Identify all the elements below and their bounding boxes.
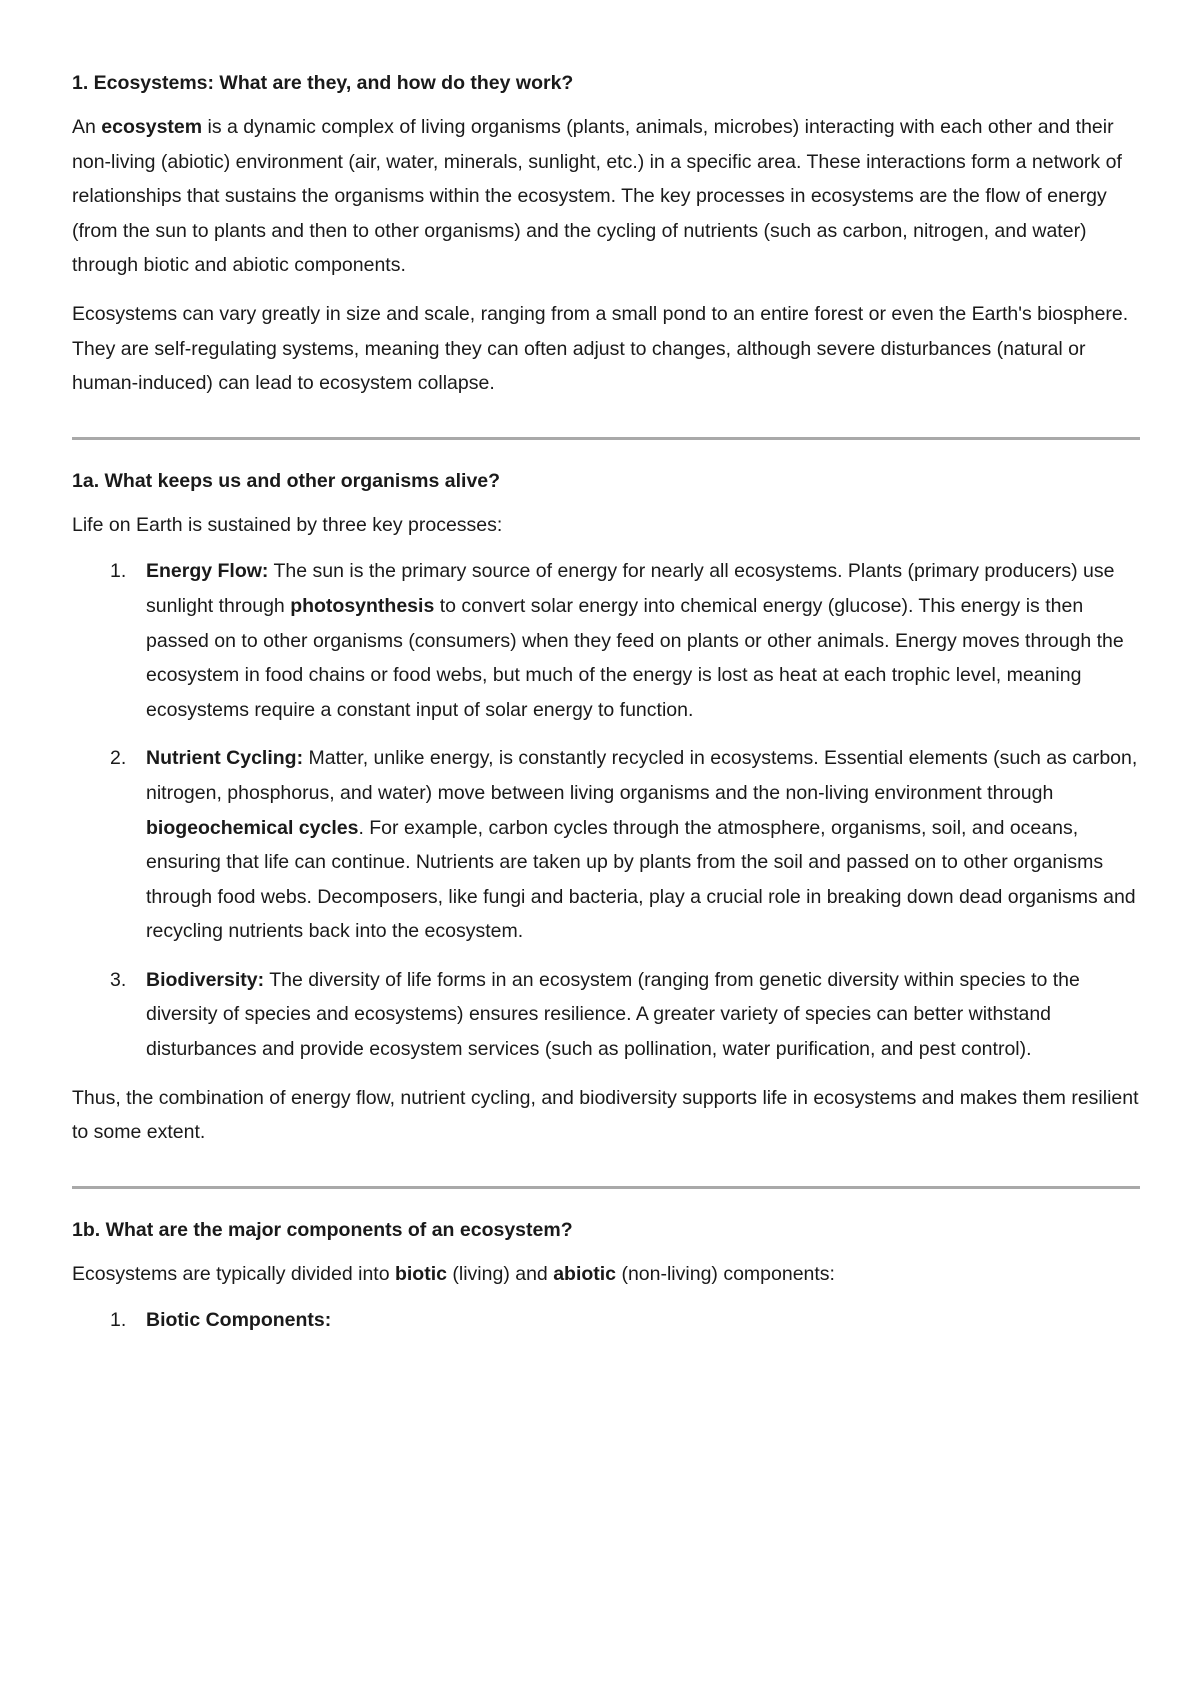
text-run: An xyxy=(72,116,102,138)
list-number: 2. xyxy=(110,747,127,770)
components-list xyxy=(72,1303,1140,1338)
list-item xyxy=(72,554,1140,727)
list-number: 3. xyxy=(110,968,127,991)
bold-term: Nutrient Cycling: xyxy=(146,747,304,770)
section-1-paragraph-2: Ecosystems can vary greatly in size and scale, ranging from a small pond to an entire forest or even the Earth's biosphere. They are self-regulating systems, meaning they can often adjust to changes, although severe disturbances (natural or human-induced) can lead to ecosystem collapse. xyxy=(72,302,1129,395)
section-1a-heading: 1a. What keeps us and other organisms alive? xyxy=(72,469,501,492)
bold-term: Biodiversity: xyxy=(146,968,265,991)
key-processes-list xyxy=(72,554,1140,1066)
list-item xyxy=(72,963,1140,1067)
list-item-text xyxy=(146,741,1140,949)
bold-term: photosynthesis xyxy=(290,594,435,617)
text-run: The sun is the primary source of energy for nearly all ecosystems. Plants (primary producers) use sunlight through xyxy=(146,560,1115,617)
text-run: is a dynamic complex of living organisms (plants, animals, microbes) interacting with each other and their non-living (abiotic) environment (air, water, minerals, sunlight, etc.) in a specific area. These interactions form a network of relationships that sustains the organisms within the ecosystem. The key processes in ecosystems are the flow of energy (from the sun to plants and then to other organisms) and the cycling of nutrients (such as carbon, nitrogen, and water) through biotic and abiotic components. xyxy=(72,116,1122,277)
section-divider xyxy=(72,437,1140,440)
text-run: . For example, carbon cycles through the atmosphere, organisms, soil, and oceans, ensuring that life can continue. Nutrients are taken up by plants from the soil and passed on to other organisms through food webs. Decomposers, like fungi and bacteria, play a crucial role in breaking down dead organisms and recycling nutrients back into the ecosystem. xyxy=(146,816,1136,943)
text-run: (living) and xyxy=(446,1262,554,1285)
document-page xyxy=(72,70,1140,1338)
section-1b-intro xyxy=(72,1257,1140,1292)
text-run: Matter, unlike energy, is constantly recycled in ecosystems. Essential elements (such as carbon, nitrogen, phosphorus, and water) move between living organisms and the non-living environment through xyxy=(146,747,1138,804)
bold-term-abiotic: abiotic xyxy=(553,1262,617,1285)
text-run: Ecosystems are typically divided into xyxy=(72,1262,395,1285)
section-1b-heading: 1b. What are the major components of an ecosystem? xyxy=(72,1218,573,1241)
section-1-heading: 1. Ecosystems: What are they, and how do they work? xyxy=(72,72,574,94)
section-1-paragraph-1 xyxy=(72,110,1140,283)
bold-term: biogeochemical cycles xyxy=(146,816,359,839)
section-1a-intro: Life on Earth is sustained by three key processes: xyxy=(72,513,503,536)
section-divider xyxy=(72,1186,1140,1189)
section-1a-conclusion: Thus, the combination of energy flow, nutrient cycling, and biodiversity supports life in ecosystems and makes them resilient to some extent. xyxy=(72,1086,1139,1144)
list-item xyxy=(72,741,1140,949)
list-item-text xyxy=(146,1303,1140,1338)
list-item-text xyxy=(146,554,1140,727)
list-item-text xyxy=(146,963,1140,1067)
bold-term-biotic: biotic xyxy=(394,1262,447,1285)
text-run: (non-living) components: xyxy=(616,1262,835,1285)
text-run: The diversity of life forms in an ecosystem (ranging from genetic diversity within species to the diversity of species and ecosystems) ensures resilience. A greater variety of species can better withstand disturbances and provide ecosystem services (such as pollination, water purification, and pest control). xyxy=(146,968,1080,1061)
bold-term: Biotic Components: xyxy=(146,1309,332,1332)
bold-term: Energy Flow: xyxy=(146,560,269,583)
list-number: 1. xyxy=(110,1309,127,1332)
text-run: to convert solar energy into chemical energy (glucose). This energy is then passed on to other organisms (consumers) when they feed on plants or other animals. Energy moves through the ecosystem in food chains or food webs, but much of the energy is lost as heat at each trophic level, meaning ecosystems require a constant input of solar energy to function. xyxy=(146,594,1124,721)
list-item xyxy=(72,1303,1140,1338)
list-number: 1. xyxy=(110,560,127,583)
bold-term-ecosystem: ecosystem xyxy=(101,116,203,138)
